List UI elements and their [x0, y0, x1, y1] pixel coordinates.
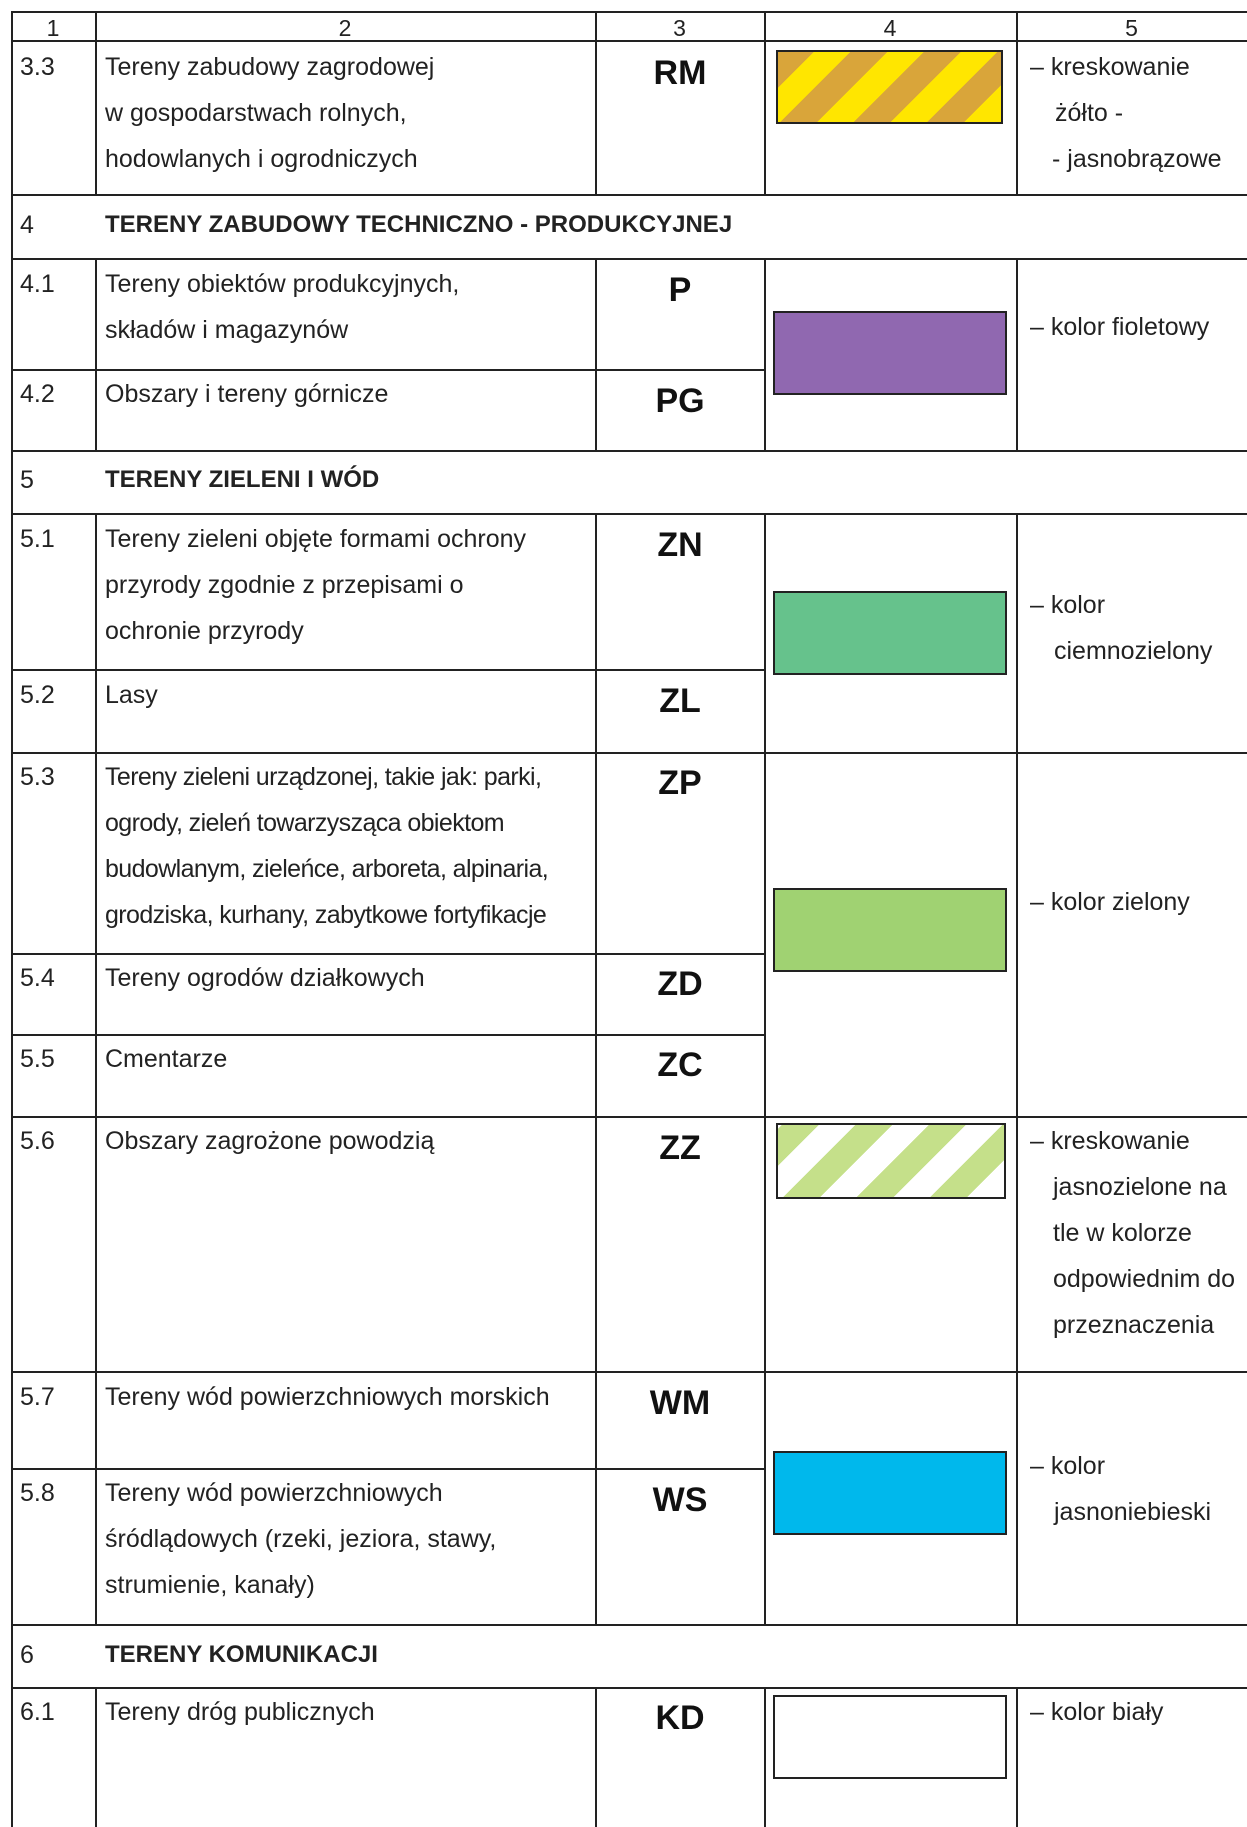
description-line: żółto - — [1055, 99, 1124, 127]
row-number: 5.1 — [20, 525, 55, 553]
row-label-line: ochronie przyrody — [105, 617, 304, 645]
symbol-code: WM — [649, 1384, 711, 1422]
row-label-line: Cmentarze — [105, 1045, 228, 1073]
row-label-line: w gospodarstwach rolnych, — [105, 99, 407, 127]
legend-swatch-white — [773, 1695, 1007, 1779]
row-label-line: Tereny zabudowy zagrodowej — [105, 53, 435, 81]
section-title: TERENY ZIELENI I WÓD — [105, 466, 380, 493]
description-line: jasnoniebieski — [1054, 1498, 1212, 1526]
symbol-code: ZL — [659, 682, 701, 720]
row-number: 6.1 — [20, 1698, 55, 1726]
description-line: – kreskowanie — [1030, 1127, 1190, 1155]
row-label-line: Obszary i tereny górnicze — [105, 380, 389, 408]
symbol-code: ZZ — [659, 1129, 701, 1167]
row-label-line: Tereny obiektów produkcyjnych, — [105, 270, 460, 298]
description-line: - jasnobrązowe — [1052, 145, 1222, 173]
row-label-line: składów i magazynów — [105, 316, 349, 344]
symbol-code: ZN — [657, 526, 703, 564]
symbol-code: WS — [652, 1481, 708, 1519]
row-label-line: Tereny dróg publicznych — [105, 1698, 375, 1726]
section-number: 5 — [20, 466, 34, 494]
symbol-code: PG — [655, 382, 705, 420]
row-label-line: ogrody, zieleń towarzysząca obiektom — [105, 809, 504, 837]
legend-swatch-hatched-yellow-brown — [776, 50, 1003, 124]
legend-swatch-dark-green — [773, 591, 1007, 675]
section-number: 6 — [20, 1641, 34, 1669]
row-number: 4.1 — [20, 270, 55, 298]
grid-line — [11, 669, 766, 671]
column-header-1: 1 — [46, 15, 60, 41]
row-number: 5.4 — [20, 964, 55, 992]
row-number: 4.2 — [20, 380, 55, 408]
row-label-line: Lasy — [105, 681, 158, 709]
row-label-line: Tereny wód powierzchniowych — [105, 1479, 443, 1507]
column-header-4: 4 — [883, 15, 897, 41]
grid-line — [11, 1371, 1247, 1373]
description-line: – kolor fioletowy — [1030, 313, 1210, 341]
description-line: – kolor zielony — [1030, 888, 1190, 916]
column-header-3: 3 — [673, 15, 686, 41]
symbol-code: ZC — [657, 1046, 703, 1084]
symbol-code: KD — [655, 1699, 705, 1737]
row-number: 5.3 — [20, 763, 55, 791]
description-line: odpowiednim do — [1053, 1265, 1236, 1293]
row-number: 5.5 — [20, 1045, 55, 1073]
row-label-line: grodziska, kurhany, zabytkowe fortyfikacje — [105, 901, 547, 929]
grid-line — [11, 11, 13, 1827]
column-header-2: 2 — [338, 15, 352, 41]
row-label-line: śródlądowych (rzeki, jeziora, stawy, — [105, 1525, 497, 1553]
section-number: 4 — [20, 211, 34, 239]
row-label-line: Tereny zieleni urządzonej, takie jak: parki, — [105, 763, 542, 791]
grid-line — [1016, 513, 1018, 1625]
row-label-line: hodowlanych i ogrodniczych — [105, 145, 418, 173]
grid-line — [11, 258, 1247, 260]
grid-line — [95, 1687, 97, 1827]
grid-line — [1016, 1687, 1018, 1827]
grid-line — [1016, 258, 1018, 451]
symbol-code: ZD — [657, 965, 703, 1003]
description-line: – kolor — [1030, 591, 1106, 619]
grid-line — [764, 258, 766, 451]
legend-swatch-violet — [773, 311, 1007, 395]
symbol-code: P — [668, 271, 692, 309]
symbol-code: RM — [653, 54, 707, 92]
row-number: 5.8 — [20, 1479, 55, 1507]
description-line: przeznaczenia — [1053, 1311, 1215, 1339]
row-label-line: Tereny zieleni objęte formami ochrony — [105, 525, 527, 553]
row-number: 3.3 — [20, 53, 55, 81]
grid-line — [11, 1624, 1247, 1626]
description-line: ciemnozielony — [1054, 637, 1213, 665]
description-line: – kreskowanie — [1030, 53, 1190, 81]
row-label-line: strumienie, kanały) — [105, 1571, 315, 1599]
description-line: tle w kolorze — [1053, 1219, 1192, 1247]
grid-line — [11, 513, 1247, 515]
row-label-line: Tereny wód powierzchniowych morskich — [105, 1383, 550, 1411]
row-label-line: budowlanym, zieleńce, arboreta, alpinaria, — [105, 855, 549, 883]
section-title: TERENY ZABUDOWY TECHNICZNO - PRODUKCYJNEJ — [105, 211, 733, 238]
grid-line — [11, 450, 1247, 452]
grid-line — [95, 513, 97, 1625]
legend-swatch-light-blue — [773, 1451, 1007, 1535]
column-header-5: 5 — [1125, 15, 1138, 41]
grid-line — [11, 194, 1247, 196]
row-label-line: Tereny ogrodów działkowych — [105, 964, 425, 992]
row-number: 5.7 — [20, 1383, 55, 1411]
row-number: 5.6 — [20, 1127, 55, 1155]
grid-line — [95, 258, 97, 451]
row-number: 5.2 — [20, 681, 55, 709]
section-title: TERENY KOMUNIKACJI — [105, 1641, 378, 1668]
grid-line — [764, 1687, 766, 1827]
row-label-line: przyrody zgodnie z przepisami o — [105, 571, 464, 599]
symbol-code: ZP — [658, 764, 702, 802]
description-line: jasnozielone na — [1053, 1173, 1227, 1201]
legend-swatch-green — [773, 888, 1007, 972]
grid-line — [764, 513, 766, 1625]
description-line: – kolor biały — [1030, 1698, 1164, 1726]
grid-line — [11, 11, 1247, 13]
legend-swatch-hatched-light-green — [776, 1123, 1006, 1199]
row-label-line: Obszary zagrożone powodzią — [105, 1127, 435, 1155]
description-line: – kolor — [1030, 1452, 1106, 1480]
